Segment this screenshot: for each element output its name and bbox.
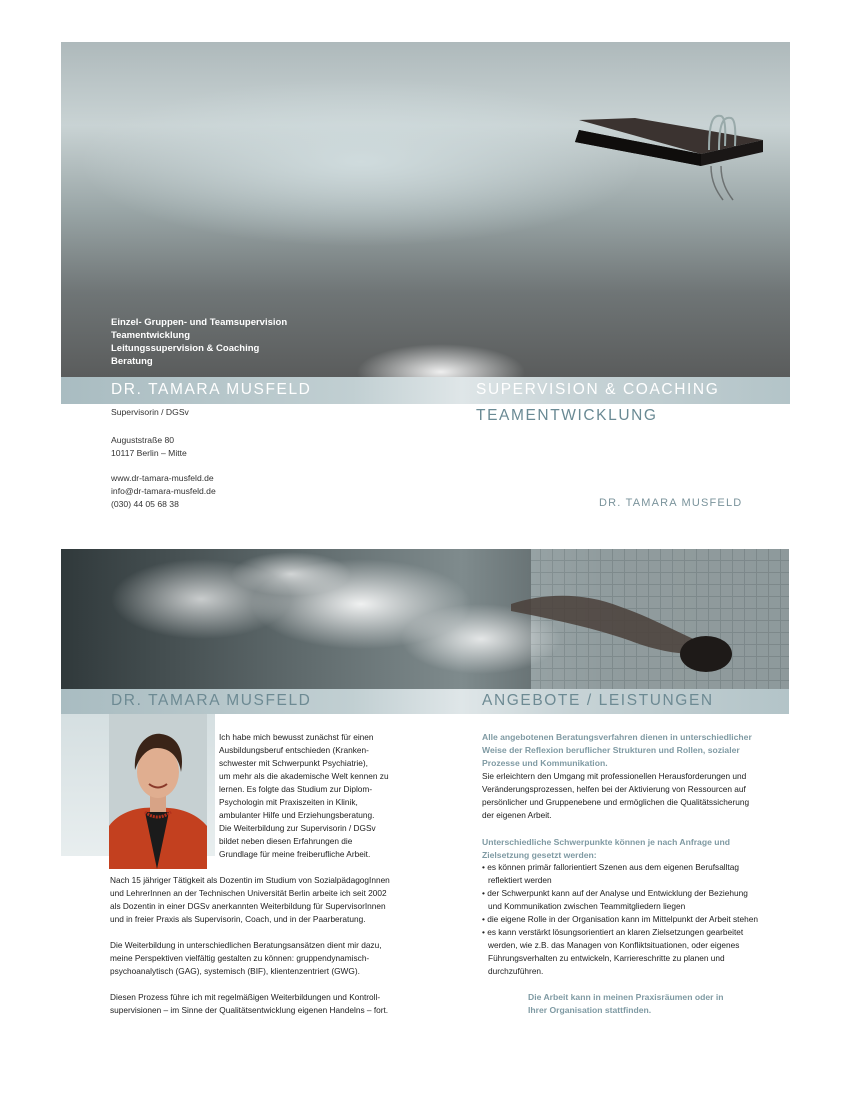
service-subheading: TEAMENTWICKLUNG — [476, 407, 658, 424]
contact-block — [111, 472, 216, 511]
service-heading: SUPERVISION & COACHING — [476, 381, 720, 398]
text-line: Weise der Reflexion beruflicher Strukturen und Rollen, sozialer — [482, 745, 740, 755]
address-block — [111, 434, 187, 460]
tagline: Teamentwicklung — [111, 330, 191, 341]
text-line: schwester mit Schwerpunkt Psychiatrie), — [219, 758, 368, 768]
text-line: Psychologin mit Praxiszeiten in Klinik, — [219, 797, 358, 807]
bullet-item-cont: durchzuführen. — [488, 966, 544, 976]
text-line: Ausbildungsberuf entschieden (Kranken- — [219, 745, 369, 755]
text-line: supervisionen – im Sinne der Qualitätsentwicklung eigenen Handelns – fort. — [110, 1005, 389, 1015]
role-text: Supervisorin / DGSv — [111, 407, 189, 417]
name-heading: DR. TAMARA MUSFELD — [111, 381, 312, 398]
offers-heading: ANGEBOTE / LEISTUNGEN — [482, 692, 714, 709]
text-line: Die Arbeit kann in meinen Praxisräumen oder in — [528, 992, 724, 1002]
text-line: psychoanalytisch (GAG), systemisch (BIF), klientenzentriert (GWG). — [110, 966, 360, 976]
text-line: Grundlage für meine freiberufliche Arbeit. — [219, 849, 371, 859]
text-line: Zielsetzung gesetzt werden: — [482, 850, 597, 860]
text-line: persönlicher und Gruppenebene und ermöglichen die Qualitätssicherung — [482, 797, 750, 807]
bio-paragraph-3 — [110, 939, 382, 978]
portrait-image — [109, 714, 207, 869]
text-line: meine Perspektiven vielfältig gestalten zu können: gruppendynamisch- — [110, 953, 370, 963]
bullet-item: • der Schwerpunkt kann auf der Analyse und Entwicklung der Beziehung — [482, 888, 748, 898]
offers-paragraph — [482, 770, 749, 822]
phone-number: (030) 44 05 68 38 — [111, 499, 179, 509]
address-line: 10117 Berlin – Mitte — [111, 448, 187, 458]
bio-paragraph-4 — [110, 991, 388, 1017]
focus-heading — [482, 836, 730, 862]
text-line: Ihrer Organisation stattfinden. — [528, 1005, 652, 1015]
hero-image-water — [61, 42, 790, 377]
text-line: Diesen Prozess führe ich mit regelmäßigen Weiterbildungen und Kontroll- — [110, 992, 381, 1002]
text-line: Die Weiterbildung in unterschiedlichen Beratungsansätzen dient mir dazu, — [110, 940, 382, 950]
text-line: Prozesse und Kommunikation. — [482, 758, 608, 768]
bullet-item-cont: und Kommunikation zwischen Teammitgliedern liegen — [488, 901, 686, 911]
bullet-item-cont: reflektiert werden — [488, 875, 552, 885]
service-taglines — [111, 316, 287, 368]
text-line: Sie erleichtern den Umgang mit professionellen Herausforderungen und — [482, 771, 747, 781]
text-line: ambulanter Hilfe und Erziehungsberatung. — [219, 810, 375, 820]
tagline: Leitungssupervision & Coaching — [111, 343, 260, 354]
bullet-item-cont: Führungsverhalten zu entwickeln, Karriereschritte zu planen und — [488, 953, 725, 963]
hero-image-swimmer — [61, 549, 789, 689]
email-link[interactable]: info@dr-tamara-musfeld.de — [111, 486, 216, 496]
bullet-item-cont: werden, wie z.B. das Managen von Konfliktsituationen, oder eigenes — [488, 940, 740, 950]
text-line: Ich habe mich bewusst zunächst für einen — [219, 732, 374, 742]
tagline: Beratung — [111, 356, 153, 367]
text-line: Unterschiedliche Schwerpunkte können je nach Anfrage und — [482, 837, 730, 847]
bio-heading: DR. TAMARA MUSFELD — [111, 692, 312, 709]
text-line: und in freier Praxis als Supervisorin, Coach, und in der Paarberatung. — [110, 914, 366, 924]
bullet-item: • es kann verstärkt lösungsorientiert an klaren Zielsetzungen gearbeitet — [482, 927, 744, 937]
text-line: Nach 15 jähriger Tätigkeit als Dozentin im Studium von SozialpädagogInnen — [110, 875, 390, 885]
signature-name: DR. TAMARA MUSFELD — [599, 497, 743, 509]
text-line: als Dozentin in einer DGSv anerkannten Weiterbildung für SupervisorInnen — [110, 901, 386, 911]
text-line: Die Weiterbildung zur Supervisorin / DGSv — [219, 823, 376, 833]
bullet-item: • es können primär fallorientiert Szenen aus dem eigenen Berufsalltag — [482, 862, 740, 872]
text-line: um mehr als die akademische Welt kennen zu — [219, 771, 389, 781]
tagline: Einzel- Gruppen- und Teamsupervision — [111, 317, 288, 328]
text-line: bildet neben diesen Erfahrungen die — [219, 836, 353, 846]
offers-intro-heading — [482, 731, 752, 770]
bullet-item: • die eigene Rolle in der Organisation kann im Mittelpunkt der Arbeit stehen — [482, 914, 758, 924]
text-line: der eigenen Arbeit. — [482, 810, 552, 820]
text-line: lernen. Es folgte das Studium zur Diplom- — [219, 784, 373, 794]
text-line: und LehrerInnen an der Technischen Universität Berlin arbeite ich seit 2002 — [110, 888, 387, 898]
swimmer-image — [61, 549, 789, 689]
portrait-photo — [109, 714, 207, 869]
text-line: Veränderungsprozessen, helfen bei der Aktivierung von Ressourcen auf — [482, 784, 746, 794]
focus-bullet-list — [482, 861, 758, 978]
address-line: Auguststraße 80 — [111, 435, 175, 445]
bio-paragraph-2 — [110, 874, 390, 926]
bio-intro-paragraph — [219, 731, 389, 861]
website-link[interactable]: www.dr-tamara-musfeld.de — [111, 473, 214, 483]
closing-note — [528, 991, 723, 1017]
text-line: Alle angebotenen Beratungsverfahren dienen in unterschiedlicher — [482, 732, 752, 742]
